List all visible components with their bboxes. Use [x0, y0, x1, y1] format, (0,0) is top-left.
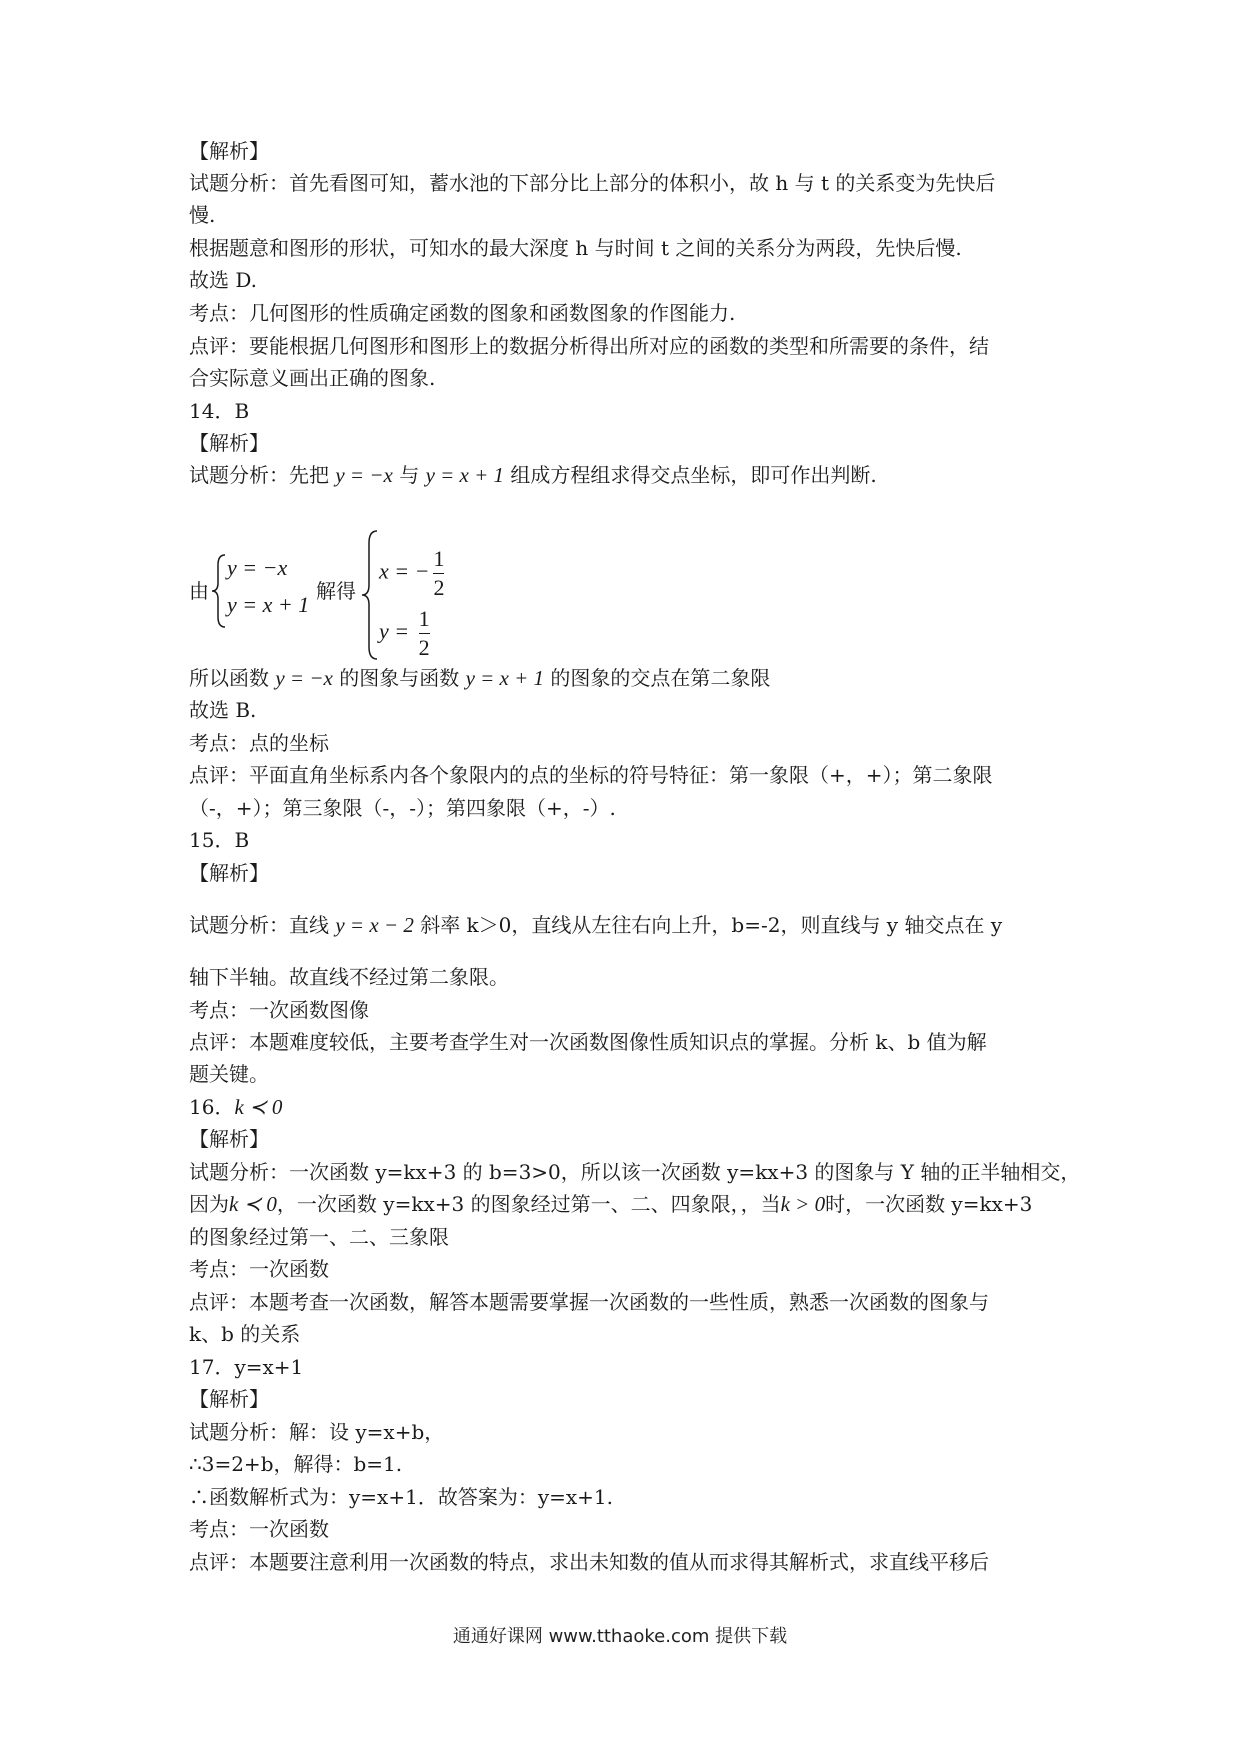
- dianping-line: 点评：要能根据几何图形和图形上的数据分析得出所对应的函数的类型和所需要的条件，结: [189, 334, 989, 358]
- dianping-line: 题关键。: [189, 1062, 269, 1086]
- analysis-line: 试题分析：一次函数 y=kx+3 的 b=3>0，所以该一次函数 y=kx+3 的图象与 Y 轴的正半轴相交，: [189, 1160, 1081, 1184]
- dianping-line: 点评：平面直角坐标系内各个象限内的点的坐标的符号特征：第一象限（+，+）；第二象限: [189, 763, 993, 787]
- analysis-line: 根据题意和图形的形状，可知水的最大深度 h 与时间 t 之间的关系分为两段，先快后慢.: [189, 236, 962, 260]
- jiexi-heading: 【解析】: [189, 861, 269, 885]
- answer-line: 故选 D.: [189, 268, 258, 292]
- kaodian-line: 考点：点的坐标: [189, 731, 329, 755]
- question-number: 17．y=x+1: [189, 1355, 304, 1379]
- jiexi-heading: 【解析】: [189, 431, 269, 455]
- analysis-line: 试题分析：首先看图可知，蓄水池的下部分比上部分的体积小，故 h 与 t 的关系变为先快后: [189, 171, 996, 195]
- solution-y: y = $\frac{1}{2}$: [379, 606, 430, 660]
- left-brace: [361, 529, 379, 661]
- equation: y = x − 2: [335, 913, 414, 937]
- system-eq1: y = −x: [227, 555, 288, 580]
- equation-system: 由 y = −x y = x + 1 解得 x = − $\frac{1}{2}$ y = $\frac{1}{2}$: [189, 525, 689, 665]
- question-number: 16．k ≺ 0: [189, 1095, 283, 1119]
- system-eq2: y = x + 1: [227, 592, 310, 617]
- analysis-line: 慢.: [189, 203, 216, 227]
- dianping-line: 点评：本题要注意利用一次函数的特点，求出未知数的值从而求得其解析式，求直线平移后: [189, 1550, 989, 1574]
- analysis-line: ∴3=2+b，解得：b=1.: [189, 1452, 403, 1476]
- kaodian-line: 考点：一次函数: [189, 1517, 329, 1541]
- kaodian-line: 考点：一次函数图像: [189, 998, 369, 1022]
- dianping-line: 点评：本题难度较低，主要考查学生对一次函数图像性质知识点的掌握。分析 k、b 值为解: [189, 1030, 987, 1054]
- dianping-line: 点评：本题考查一次函数，解答本题需要掌握一次函数的一些性质，熟悉一次函数的图象与: [189, 1290, 989, 1314]
- fraction: $\frac{1}{2}$: [418, 606, 430, 660]
- answer-line: 故选 B.: [189, 698, 257, 722]
- dianping-line: （-，+）；第三象限（-，-）；第四象限（+，-）.: [189, 796, 616, 820]
- kaodian-line: 考点：一次函数: [189, 1257, 329, 1281]
- dianping-line: k、b 的关系: [189, 1322, 301, 1346]
- kaodian-line: 考点：几何图形的性质确定函数的图象和函数图象的作图能力.: [189, 301, 736, 325]
- equation: y = x + 1: [425, 463, 505, 487]
- jiexi-heading: 【解析】: [189, 1127, 269, 1151]
- left-brace: [211, 553, 227, 629]
- analysis-line: 轴下半轴。故直线不经过第二象限。: [189, 965, 509, 989]
- solution-x: x = − $\frac{1}{2}$: [379, 546, 445, 600]
- equation: y = −x: [335, 463, 393, 487]
- q14-analysis: 试题分析：先把 y = −x 与 y = x + 1 组成方程组求得交点坐标，即可作出判断.: [189, 463, 877, 487]
- analysis-line: 的图象经过第一、二、三象限: [189, 1225, 449, 1249]
- dianping-line: 合实际意义画出正确的图象.: [189, 366, 436, 390]
- page-footer: 通通好课网 www.tthaoke.com 提供下载: [452, 1626, 788, 1647]
- jiexi-heading: 【解析】: [189, 139, 269, 163]
- jiexi-heading: 【解析】: [189, 1387, 269, 1411]
- q15-analysis: 试题分析：直线 y = x − 2 斜率 k＞0，直线从左往右向上升，b=-2，则直线与 y 轴交点在 y: [189, 913, 1003, 937]
- question-number: 15．B: [189, 828, 250, 852]
- q14-conclusion: 所以函数 y = −x 的图象与函数 y = x + 1 的图象的交点在第二象限: [189, 666, 771, 690]
- analysis-line: 因为k ≺ 0，一次函数 y=kx+3 的图象经过第一、二、四象限，，当k > 0时，一次函数 y=kx+3: [189, 1192, 1033, 1216]
- analysis-line: ∴函数解析式为：y=x+1．故答案为：y=x+1.: [189, 1485, 613, 1509]
- fraction: $\frac{1}{2}$: [433, 546, 445, 600]
- question-number: 14．B: [189, 399, 250, 423]
- analysis-line: 试题分析：解：设 y=x+b，: [189, 1420, 445, 1444]
